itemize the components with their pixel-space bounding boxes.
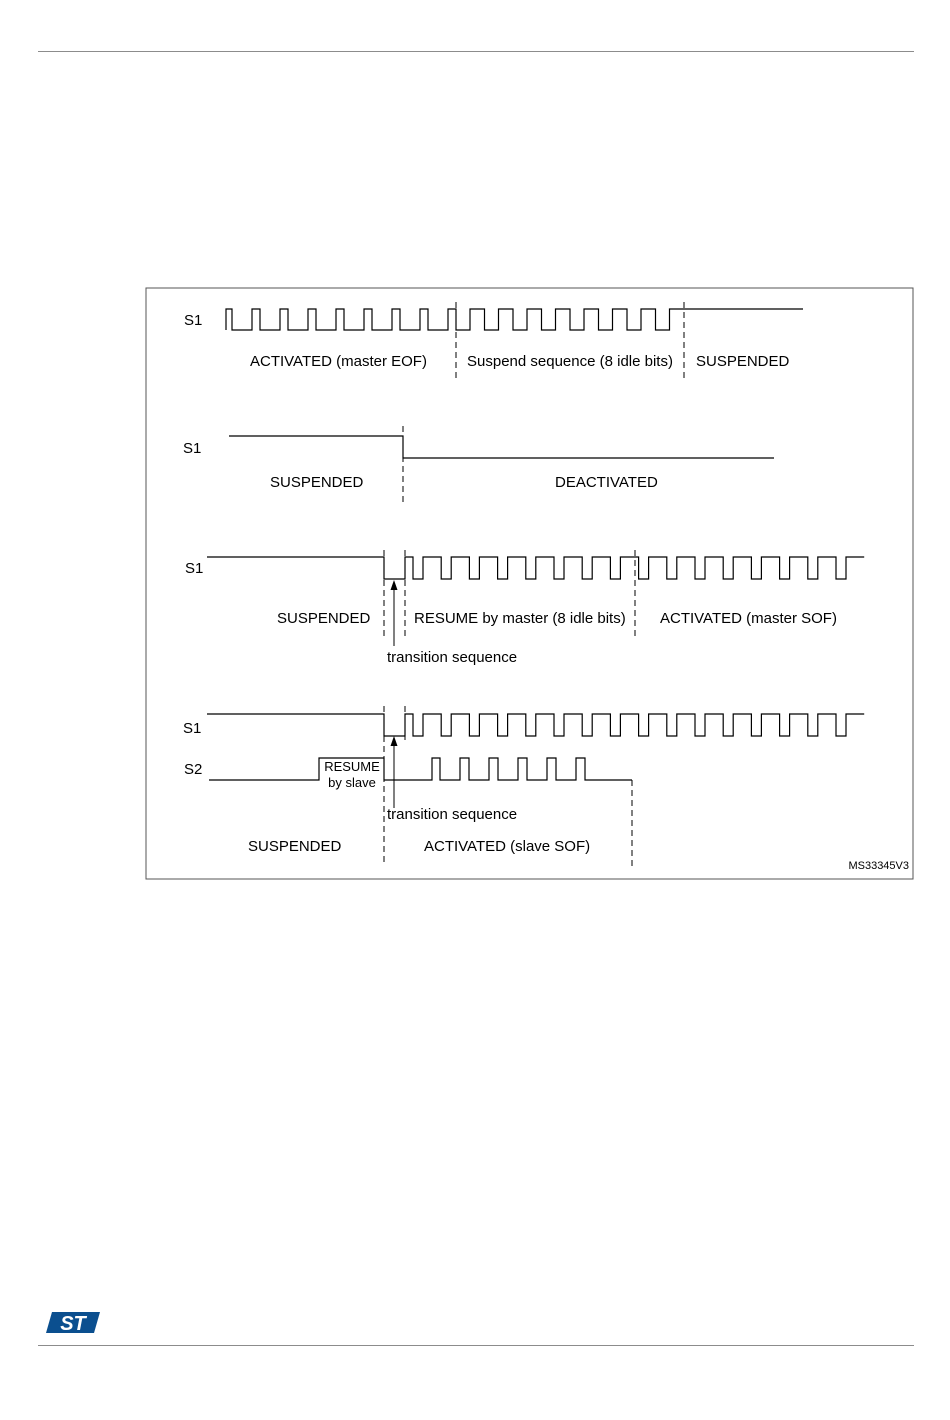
- p1-label-suspend-seq: Suspend sequence (8 idle bits): [467, 353, 673, 370]
- st-logo-text: ST: [60, 1313, 86, 1335]
- p3-transition-label: transition sequence: [387, 649, 518, 666]
- p4-s2-label: S2: [184, 761, 203, 778]
- p4-s1-label: S1: [183, 720, 202, 737]
- p1-signal-label: S1: [184, 312, 203, 329]
- p4-arrow-head: [391, 736, 398, 746]
- p3-s1-waveform: [207, 557, 864, 579]
- p4-resume-box-line1: RESUME: [324, 759, 380, 774]
- p3-arrow-head: [391, 580, 398, 590]
- p4-label-suspended: SUSPENDED: [248, 838, 342, 855]
- p4-s2-waveform: [209, 758, 632, 780]
- p3-label-activated: ACTIVATED (master SOF): [660, 610, 837, 627]
- st-logo: [46, 1312, 100, 1335]
- p2-signal-label: S1: [183, 440, 202, 457]
- p1-label-suspended: SUSPENDED: [696, 353, 790, 370]
- p4-resume-box-line2: by slave: [328, 775, 376, 790]
- p4-s1-waveform: [207, 714, 864, 736]
- p3-label-suspended: SUSPENDED: [277, 610, 371, 627]
- figure-frame: [146, 288, 913, 879]
- p4-transition-label: transition sequence: [387, 806, 518, 823]
- p2-s1-waveform: [229, 436, 774, 458]
- p3-signal-label: S1: [185, 560, 204, 577]
- p1-label-activated: ACTIVATED (master EOF): [250, 353, 427, 370]
- p2-label-deactivated: DEACTIVATED: [555, 474, 658, 491]
- p3-label-resume-master: RESUME by master (8 idle bits): [414, 610, 626, 627]
- p1-s1-waveform: [226, 309, 803, 330]
- p2-label-suspended: SUSPENDED: [270, 474, 364, 491]
- figure-ref: MS33345V3: [848, 860, 909, 872]
- p4-label-activated: ACTIVATED (slave SOF): [424, 838, 591, 855]
